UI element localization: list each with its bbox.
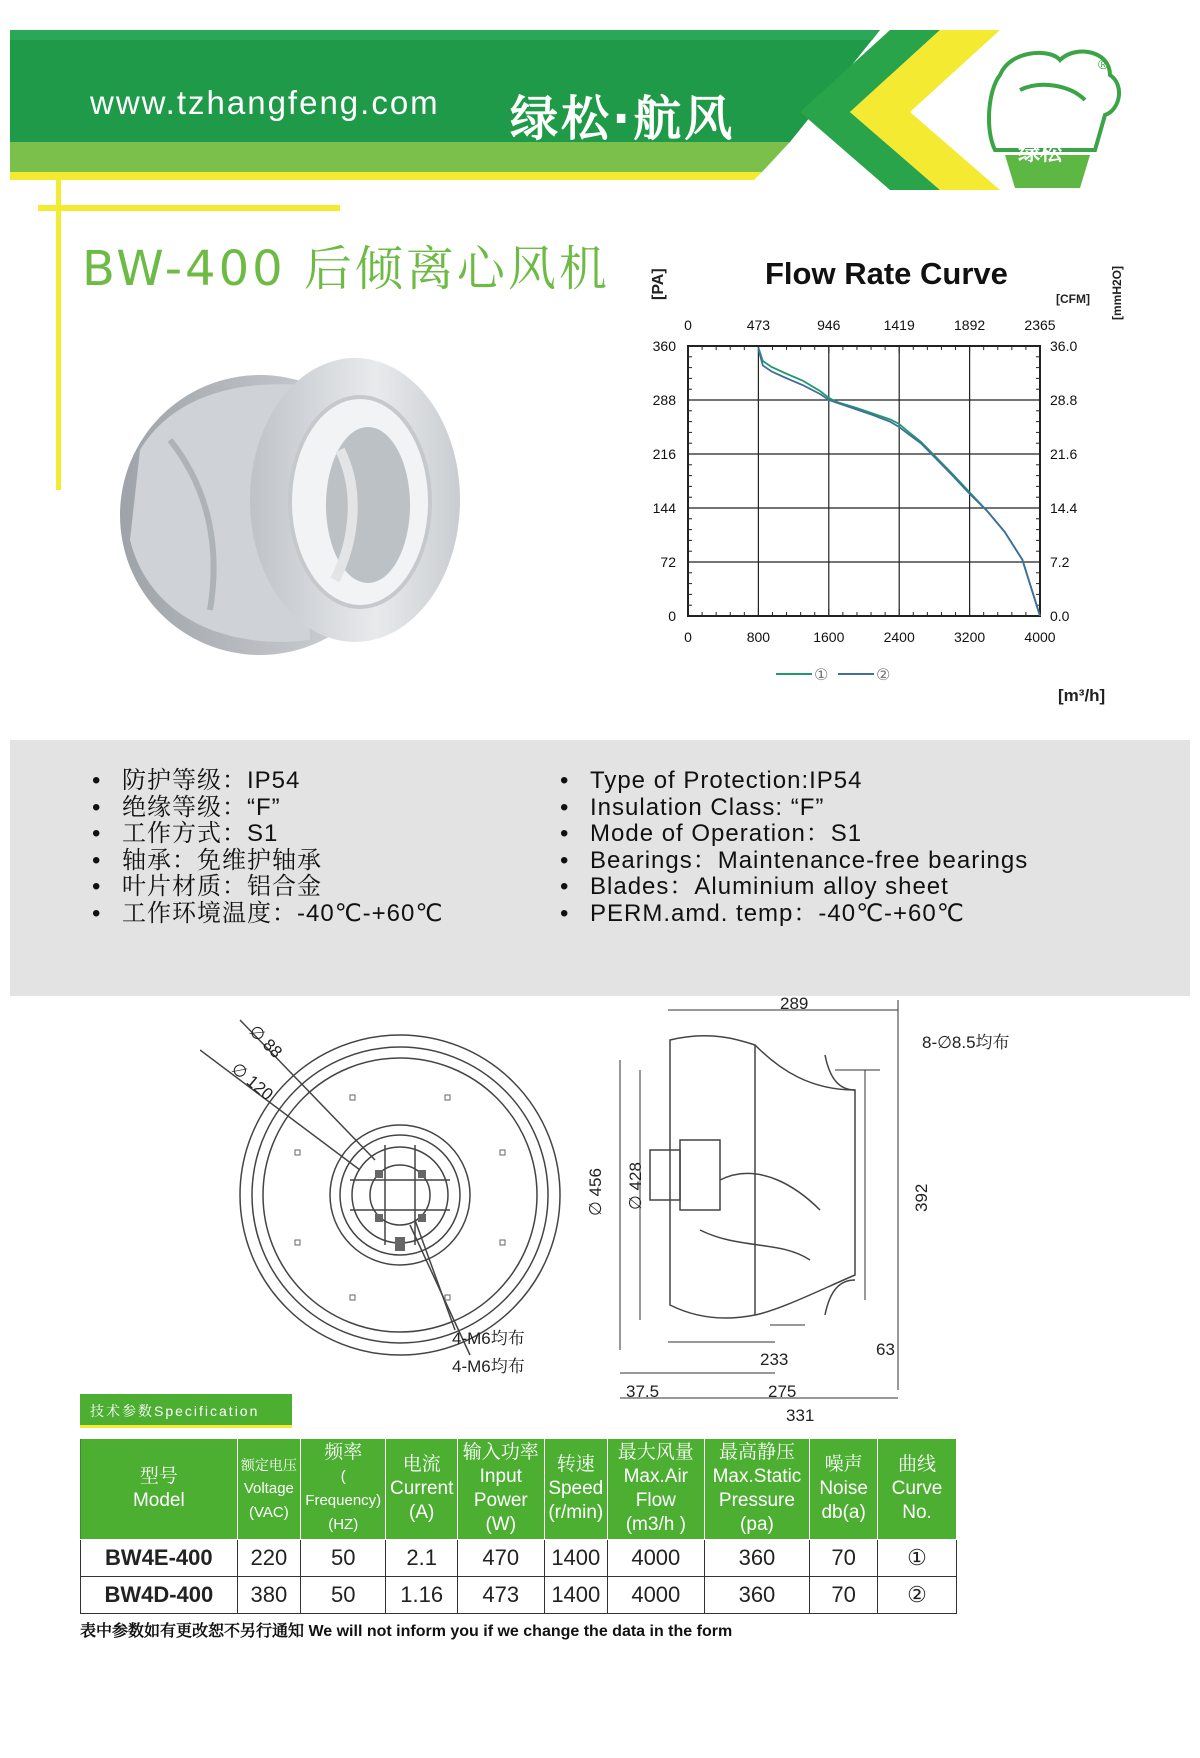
header-line: 最高静压 bbox=[718, 1442, 795, 1463]
tick-label: 2400 bbox=[883, 629, 915, 645]
header-line: ( Frequency) bbox=[305, 1468, 382, 1509]
x-top-label: [CFM] bbox=[1056, 292, 1090, 306]
chart-title: Flow Rate Curve bbox=[765, 256, 1008, 291]
brand-name: 绿松·航风 bbox=[510, 91, 736, 147]
header-line: 型号 bbox=[139, 1466, 178, 1487]
header-line: Voltage bbox=[243, 1480, 294, 1497]
table-header-cell bbox=[386, 1439, 458, 1540]
tick-label: 360 bbox=[652, 338, 676, 354]
dim-275: 275 bbox=[768, 1382, 797, 1401]
dim-392: 392 bbox=[912, 1183, 931, 1212]
tick-label: 0 bbox=[684, 317, 692, 333]
header-line: (VAC) bbox=[248, 1504, 289, 1521]
title-rule-vertical bbox=[56, 180, 61, 490]
tick-label: 1600 bbox=[813, 629, 845, 645]
tick-label: 800 bbox=[746, 629, 771, 645]
spec-en-item: • Mode of Operation：S1 bbox=[554, 821, 1028, 848]
tick-label: 144 bbox=[652, 500, 676, 516]
dim-289: 289 bbox=[780, 994, 809, 1013]
table-cell: 50 bbox=[301, 1540, 386, 1577]
model-cell: BW4E-400 bbox=[81, 1540, 238, 1577]
table-cell: 360 bbox=[704, 1540, 810, 1577]
tick-label: 1892 bbox=[954, 317, 986, 333]
dim-37-5: 37.5 bbox=[626, 1382, 660, 1401]
table-cell: 4000 bbox=[607, 1577, 704, 1614]
table-cell: ② bbox=[878, 1577, 957, 1614]
spec-en-item: • Bearings：Maintenance-free bearings bbox=[554, 848, 1028, 875]
header-line: 曲线 bbox=[898, 1454, 937, 1475]
table-header-cell bbox=[301, 1439, 386, 1540]
tick-label: 216 bbox=[652, 446, 676, 462]
table-cell: 473 bbox=[457, 1577, 544, 1614]
dim-331: 331 bbox=[786, 1406, 815, 1425]
table-cell: 70 bbox=[810, 1577, 878, 1614]
spec-cn-item: • 轴承：免维护轴承 bbox=[86, 848, 443, 875]
spec-section-tag: 技术参数Specification bbox=[80, 1394, 292, 1428]
tick-label: 7.2 bbox=[1050, 554, 1070, 570]
disclaimer-note: 表中参数如有更改恕不另行通知 We will not inform you if we change the data in the form bbox=[80, 1623, 733, 1640]
registered-mark: ® bbox=[1098, 56, 1109, 72]
spec-cn-item: • 叶片材质：铝合金 bbox=[86, 874, 443, 901]
tick-label: 1419 bbox=[883, 317, 915, 333]
title-rule-horizontal bbox=[38, 205, 340, 211]
table-row bbox=[81, 1577, 957, 1614]
tick-label: 288 bbox=[652, 392, 676, 408]
table-header-cell bbox=[704, 1439, 810, 1540]
table-header-cell bbox=[237, 1439, 300, 1540]
spec-cn-item: • 工作环境温度：-40℃-+60℃ bbox=[86, 901, 443, 928]
table-cell: 1.16 bbox=[386, 1577, 458, 1614]
dim-63: 63 bbox=[876, 1340, 895, 1359]
spec-en-item: • Type of Protection:IP54 bbox=[554, 768, 1028, 795]
table-cell: 2.1 bbox=[386, 1540, 458, 1577]
model-cell: BW4D-400 bbox=[81, 1577, 238, 1614]
header-line: Current bbox=[390, 1478, 454, 1499]
dim-233: 233 bbox=[760, 1350, 789, 1369]
table-cell: 70 bbox=[810, 1540, 878, 1577]
table-header-row bbox=[81, 1439, 957, 1540]
flow-rate-chart bbox=[640, 310, 1140, 720]
tick-label: 3200 bbox=[954, 629, 986, 645]
product-title: BW-400 后倾离心风机 bbox=[82, 241, 610, 297]
table-header-cell bbox=[81, 1439, 238, 1540]
x-bottom-label: [m³/h] bbox=[1058, 686, 1106, 705]
header-line: db(a) bbox=[821, 1502, 866, 1523]
header-line: 电流 bbox=[402, 1454, 441, 1475]
header-line: (HZ) bbox=[328, 1516, 359, 1533]
tick-label: 14.4 bbox=[1050, 500, 1078, 516]
table-cell: 50 bbox=[301, 1577, 386, 1614]
table-body bbox=[81, 1540, 957, 1614]
dim-m6-a: 4-M6均布 bbox=[452, 1329, 525, 1348]
header-line: (m3/h ) bbox=[625, 1514, 686, 1535]
dim-d428: ∅ 428 bbox=[626, 1162, 645, 1210]
legend-label-1: ① bbox=[814, 665, 829, 684]
website-url[interactable]: www.tzhangfeng.com bbox=[90, 84, 440, 121]
header-line: Input bbox=[479, 1466, 522, 1487]
y-right-label: [mmH2O] bbox=[1110, 265, 1124, 320]
tick-label: 72 bbox=[660, 554, 676, 570]
tick-label: 4000 bbox=[1024, 629, 1056, 645]
table-cell: 360 bbox=[704, 1577, 810, 1614]
tick-label: 2365 bbox=[1024, 317, 1056, 333]
tick-label: 0.0 bbox=[1050, 608, 1070, 624]
table-cell: ① bbox=[878, 1540, 957, 1577]
header-line: Flow bbox=[635, 1490, 676, 1511]
tick-label: 21.6 bbox=[1050, 446, 1078, 462]
header-line: No. bbox=[902, 1502, 932, 1523]
table-cell: 220 bbox=[237, 1540, 300, 1577]
dim-d456: ∅ 456 bbox=[586, 1168, 605, 1216]
header-line: (pa) bbox=[740, 1514, 774, 1535]
specs-en-list bbox=[554, 768, 1028, 927]
table-row bbox=[81, 1540, 957, 1577]
header-line: 转速 bbox=[556, 1454, 595, 1475]
header-line: Noise bbox=[819, 1478, 868, 1499]
spec-cn-item: • 绝缘等级：“F” bbox=[86, 795, 443, 822]
table-header-cell bbox=[878, 1439, 957, 1540]
spec-en-item: • Blades：Aluminium alloy sheet bbox=[554, 874, 1028, 901]
table-cell: 4000 bbox=[607, 1540, 704, 1577]
dim-m6-b: 4-M6均布 bbox=[452, 1357, 525, 1376]
logo-text: 绿松 bbox=[1018, 141, 1063, 166]
table-header-cell bbox=[810, 1439, 878, 1540]
dim-d88: ∅ 88 bbox=[245, 1021, 286, 1062]
fan-product-image bbox=[110, 340, 470, 660]
header-line: 噪声 bbox=[824, 1454, 863, 1475]
tick-label: 28.8 bbox=[1050, 392, 1078, 408]
spec-en-item: • Insulation Class: “F” bbox=[554, 795, 1028, 822]
header-line: Max.Static bbox=[712, 1466, 802, 1487]
tick-label: 36.0 bbox=[1050, 338, 1078, 354]
legend-label-2: ② bbox=[876, 665, 891, 684]
tick-label: 0 bbox=[684, 629, 692, 645]
header-line: (A) bbox=[409, 1502, 435, 1523]
y-left-label: [PA] bbox=[650, 268, 667, 300]
table-cell: 380 bbox=[237, 1577, 300, 1614]
dim-d120: ∅ 120 bbox=[227, 1058, 277, 1105]
specs-cn-list bbox=[86, 768, 443, 927]
tick-label: 473 bbox=[746, 317, 771, 333]
header-line: Model bbox=[132, 1490, 185, 1511]
table-header-cell bbox=[607, 1439, 704, 1540]
table-cell: 470 bbox=[457, 1540, 544, 1577]
tick-label: 0 bbox=[668, 608, 676, 624]
header-line: Speed bbox=[548, 1478, 604, 1499]
header-line: 输入功率 bbox=[462, 1442, 539, 1463]
header-line: Power bbox=[473, 1490, 528, 1511]
logo bbox=[989, 52, 1119, 188]
table-cell: 1400 bbox=[544, 1577, 607, 1614]
spec-en-item: • PERM.amd. temp：-40℃-+60℃ bbox=[554, 901, 1028, 928]
header-line: (r/min) bbox=[548, 1502, 604, 1523]
spec-cn-item: • 工作方式：S1 bbox=[86, 821, 443, 848]
header-line: 最大风量 bbox=[617, 1442, 694, 1463]
header-line: Max.Air bbox=[623, 1466, 689, 1487]
specs-panel bbox=[10, 740, 1190, 996]
header-line: Pressure bbox=[718, 1490, 795, 1511]
plot-frame bbox=[688, 346, 1040, 616]
table-cell: 1400 bbox=[544, 1540, 607, 1577]
spec-cn-item: • 防护等级：IP54 bbox=[86, 768, 443, 795]
header-line: Curve bbox=[891, 1478, 943, 1499]
tick-label: 946 bbox=[817, 317, 841, 333]
table-header-cell bbox=[544, 1439, 607, 1540]
header-line: (W) bbox=[485, 1514, 517, 1535]
header-line: 额定电压 bbox=[240, 1457, 297, 1473]
table-header-cell bbox=[457, 1439, 544, 1540]
header-line: 频率 bbox=[324, 1442, 363, 1463]
spec-table bbox=[80, 1438, 957, 1614]
dim-holes: 8-∅8.5均布 bbox=[922, 1033, 1010, 1052]
